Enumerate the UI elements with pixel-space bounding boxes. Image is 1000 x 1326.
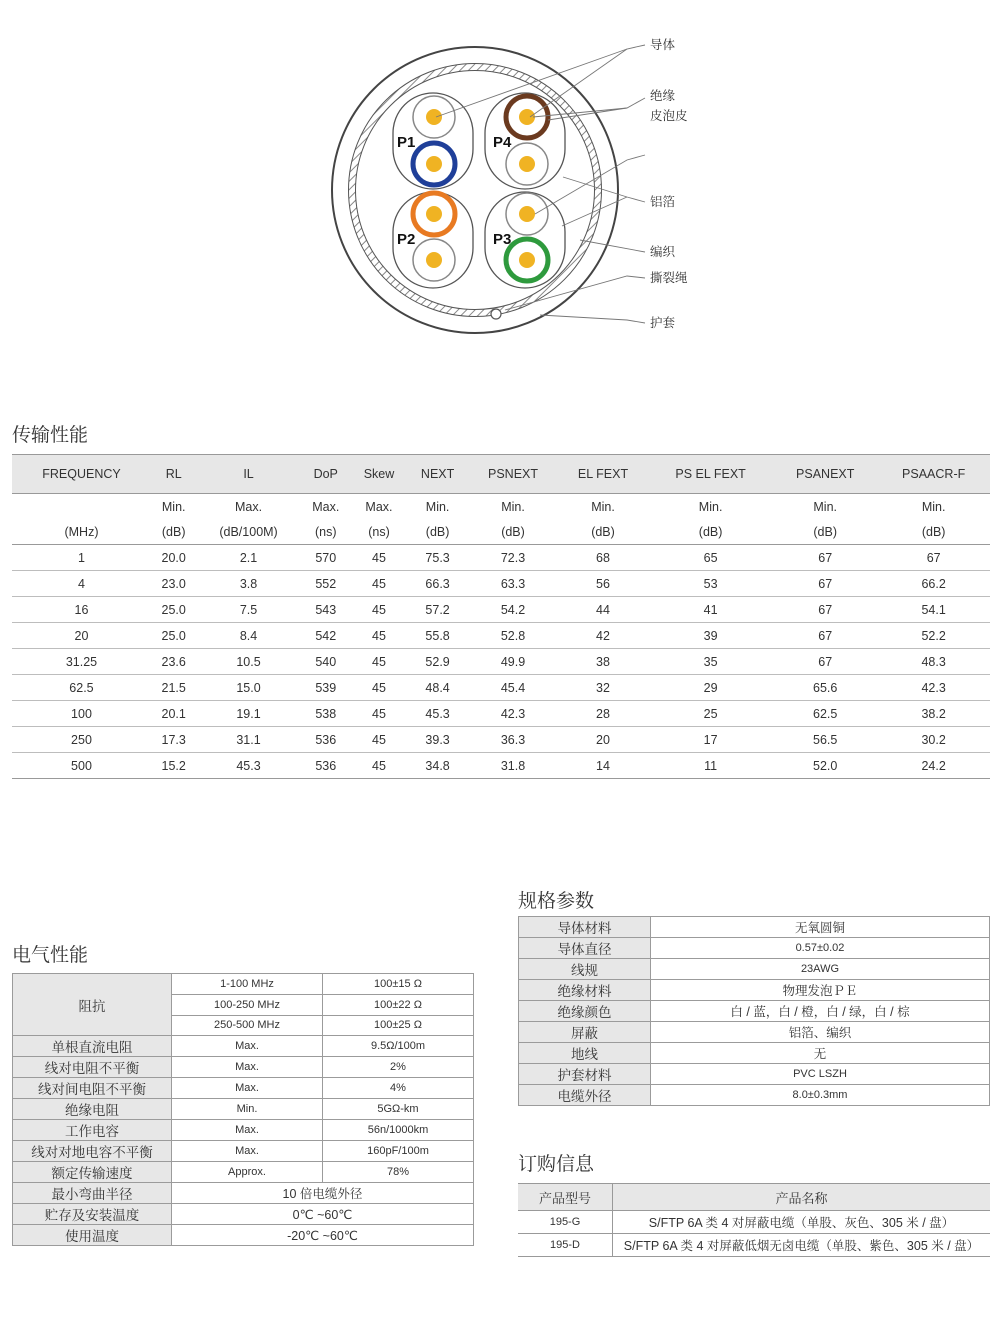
table-cell: 45.4 (468, 675, 558, 701)
table-row (13, 1036, 474, 1057)
table-cell: (dB) (877, 519, 990, 545)
table-row (518, 1211, 990, 1234)
table-cell: 41 (648, 597, 773, 623)
table-row (519, 980, 990, 1001)
table-cell: 10.5 (196, 649, 300, 675)
row-condition: Max. (172, 1036, 323, 1057)
row-label: 最小弯曲半径 (13, 1183, 172, 1204)
pair-label-p4: P4 (493, 134, 512, 151)
table-cell: 15.2 (151, 753, 196, 779)
table-cell: 4 (12, 571, 151, 597)
table-cell: (ns) (301, 519, 351, 545)
table-cell: 67 (773, 545, 877, 571)
transmission-table (12, 454, 990, 779)
table-cell: 11 (648, 753, 773, 779)
row-value: 160pF/100m (323, 1141, 474, 1162)
table-cell: 67 (773, 623, 877, 649)
table-cell: Min. (698, 499, 723, 514)
table-header-row (12, 455, 990, 494)
spec-title: 规格参数 (518, 891, 595, 912)
table-row (13, 1225, 474, 1246)
table-cell: 34.8 (407, 753, 468, 779)
row-condition: Min. (172, 1099, 323, 1120)
table-cell: 67 (773, 571, 877, 597)
table-cell: 31.8 (468, 753, 558, 779)
transmission-title: 传输性能 (12, 425, 89, 446)
table-cell: 20.0 (151, 545, 196, 571)
spec-value: PVC LSZH (651, 1064, 990, 1085)
impedance-label: 阻抗 (13, 974, 172, 1036)
table-cell: 66.2 (877, 571, 990, 597)
spec-value: 物理发泡ＰＥ (651, 980, 990, 1001)
table-row (13, 1204, 474, 1225)
impedance-value: 100±15 Ω (323, 974, 474, 995)
table-cell: 17.3 (151, 727, 196, 753)
table-cell: 45 (351, 649, 407, 675)
table-cell: 25.0 (151, 623, 196, 649)
table-cell: (dB) (407, 519, 468, 545)
spec-value: 白 / 蓝，白 / 橙，白 / 绿，白 / 棕 (651, 1001, 990, 1022)
table-cell: 30.2 (877, 727, 990, 753)
table-cell: 48.3 (877, 649, 990, 675)
table-cell: 35 (648, 649, 773, 675)
table-row (12, 623, 990, 649)
spec-value: 0.57±0.02 (651, 938, 990, 959)
row-label: 绝缘电阻 (13, 1099, 172, 1120)
table-cell: (dB) (151, 519, 196, 545)
spec-value: 23AWG (651, 959, 990, 980)
spec-table (518, 916, 990, 1106)
table-cell: 39.3 (407, 727, 468, 753)
impedance-value: 100±22 Ω (323, 994, 474, 1015)
table-cell: 250 (12, 727, 151, 753)
table-cell: 32 (558, 675, 648, 701)
table-cell: Max. (234, 499, 263, 514)
table-cell: 49.9 (468, 649, 558, 675)
table-cell: 63.3 (468, 571, 558, 597)
table-cell: 15.0 (196, 675, 300, 701)
table-cell: 52.2 (877, 623, 990, 649)
table-cell (12, 494, 151, 520)
table-row (12, 571, 990, 597)
table-cell: 25.0 (151, 597, 196, 623)
label-ripcord: 撕裂绳 (650, 271, 688, 285)
table-row (13, 1141, 474, 1162)
order-title: 订购信息 (518, 1154, 595, 1175)
column-header: Skew (351, 455, 407, 494)
table-cell: 42 (558, 623, 648, 649)
table-row (519, 1064, 990, 1085)
table-cell: Min. (501, 499, 525, 514)
spec-label: 导体直径 (519, 938, 651, 959)
column-header: PS EL FEXT (648, 455, 773, 494)
table-cell: 16 (12, 597, 151, 623)
table-row (12, 494, 990, 520)
electrical-title: 电气性能 (12, 945, 89, 966)
table-cell: (MHz) (12, 519, 151, 545)
table-cell: 538 (301, 701, 351, 727)
table-row (13, 1057, 474, 1078)
table-row (519, 1085, 990, 1106)
table-cell: 536 (301, 727, 351, 753)
table-cell: 21.5 (151, 675, 196, 701)
row-condition: Max. (172, 1120, 323, 1141)
row-value: 10 倍电缆外径 (172, 1183, 474, 1204)
spec-label: 地线 (519, 1043, 651, 1064)
cable-cross-section-diagram (330, 30, 710, 350)
table-row (13, 1078, 474, 1099)
table-cell: 31.25 (12, 649, 151, 675)
table-cell: 56.5 (773, 727, 877, 753)
table-cell: 52.8 (468, 623, 558, 649)
table-cell: 3.8 (196, 571, 300, 597)
order-table (518, 1183, 990, 1257)
row-condition: Max. (172, 1141, 323, 1162)
table-cell: 45 (351, 623, 407, 649)
row-value: 5GΩ-km (323, 1099, 474, 1120)
table-cell: 20 (558, 727, 648, 753)
impedance-range: 250-500 MHz (172, 1015, 323, 1036)
spec-value: 无 (651, 1043, 990, 1064)
column-header: EL FEXT (558, 455, 648, 494)
table-row (519, 1001, 990, 1022)
column-header: FREQUENCY (12, 455, 151, 494)
table-cell: 38 (558, 649, 648, 675)
table-cell: 36.3 (468, 727, 558, 753)
spec-value: 8.0±0.3mm (651, 1085, 990, 1106)
product-name: S/FTP 6A 类 4 对屏蔽低烟无卤电缆（单股、紫色、305 米 / 盘） (613, 1234, 991, 1257)
table-cell: 57.2 (407, 597, 468, 623)
table-cell: (dB/100M) (196, 519, 300, 545)
table-cell: 20 (12, 623, 151, 649)
table-row (12, 675, 990, 701)
table-cell: 65 (648, 545, 773, 571)
table-cell: 66.3 (407, 571, 468, 597)
table-cell: 45 (351, 701, 407, 727)
label-insulation: 绝缘 (650, 89, 676, 103)
spec-label: 屏蔽 (519, 1022, 651, 1043)
table-cell: 24.2 (877, 753, 990, 779)
row-value: 9.5Ω/100m (323, 1036, 474, 1057)
electrical-table (12, 973, 474, 1246)
row-label: 线对间电阻不平衡 (13, 1078, 172, 1099)
table-cell: 28 (558, 701, 648, 727)
impedance-value: 100±25 Ω (323, 1015, 474, 1036)
table-cell: 67 (773, 649, 877, 675)
table-cell: 29 (648, 675, 773, 701)
table-row (13, 1162, 474, 1183)
impedance-range: 100-250 MHz (172, 994, 323, 1015)
table-cell: 45 (351, 597, 407, 623)
table-row (518, 1234, 990, 1257)
table-cell: 8.4 (196, 623, 300, 649)
row-label: 使用温度 (13, 1225, 172, 1246)
table-row (12, 701, 990, 727)
column-header: PSANEXT (773, 455, 877, 494)
table-cell: 23.6 (151, 649, 196, 675)
product-name: S/FTP 6A 类 4 对屏蔽电缆（单股、灰色、305 米 / 盘） (613, 1211, 991, 1234)
table-cell: (ns) (351, 519, 407, 545)
table-row (13, 974, 474, 995)
label-braid: 编织 (650, 245, 676, 259)
row-label: 线对电阻不平衡 (13, 1057, 172, 1078)
spec-label: 电缆外径 (519, 1085, 651, 1106)
column-header: 产品型号 (518, 1184, 613, 1211)
table-row (12, 519, 990, 545)
table-cell: 55.8 (407, 623, 468, 649)
table-cell: 536 (301, 753, 351, 779)
table-cell: 54.1 (877, 597, 990, 623)
row-value: 78% (323, 1162, 474, 1183)
label-jacket: 护套 (650, 316, 676, 330)
product-model: 195-D (518, 1234, 613, 1257)
table-row (519, 1043, 990, 1064)
row-condition: Max. (172, 1078, 323, 1099)
spec-label: 线规 (519, 959, 651, 980)
label-conductor: 导体 (650, 38, 676, 52)
table-cell: 45 (351, 753, 407, 779)
table-cell: 45.3 (196, 753, 300, 779)
table-cell: 65.6 (773, 675, 877, 701)
label-skin-foam-skin: 皮泡皮 (650, 109, 688, 123)
table-cell: 67 (773, 597, 877, 623)
table-cell: Max. (365, 499, 393, 514)
row-value: 2% (323, 1057, 474, 1078)
table-cell: 31.1 (196, 727, 300, 753)
table-cell: 17 (648, 727, 773, 753)
table-cell: (dB) (468, 519, 558, 545)
impedance-range: 1-100 MHz (172, 974, 323, 995)
row-label: 额定传输速度 (13, 1162, 172, 1183)
table-cell: 2.1 (196, 545, 300, 571)
table-row (12, 545, 990, 571)
column-header: RL (151, 455, 196, 494)
spec-label: 绝缘颜色 (519, 1001, 651, 1022)
table-cell: (dB) (558, 519, 648, 545)
pair-label-p2: P2 (397, 231, 416, 248)
table-cell: 72.3 (468, 545, 558, 571)
column-header: PSAACR-F (877, 455, 990, 494)
table-row (12, 597, 990, 623)
table-cell: 540 (301, 649, 351, 675)
table-cell: (dB) (773, 519, 877, 545)
table-cell: 67 (877, 545, 990, 571)
column-header: PSNEXT (468, 455, 558, 494)
table-row (519, 917, 990, 938)
table-row (12, 727, 990, 753)
table-cell: Min. (161, 499, 186, 514)
table-cell: 38.2 (877, 701, 990, 727)
table-cell: 14 (558, 753, 648, 779)
row-value: -20℃ ~60℃ (172, 1225, 474, 1246)
pair-label-p3: P3 (493, 231, 512, 248)
table-cell: 62.5 (12, 675, 151, 701)
table-row (519, 938, 990, 959)
table-cell: 45 (351, 545, 407, 571)
row-label: 工作电容 (13, 1120, 172, 1141)
ripcord (491, 309, 501, 319)
table-cell: 19.1 (196, 701, 300, 727)
table-cell: 42.3 (877, 675, 990, 701)
column-header: NEXT (407, 455, 468, 494)
row-value: 4% (323, 1078, 474, 1099)
table-cell: 45 (351, 675, 407, 701)
table-cell: 1 (12, 545, 151, 571)
row-label: 单根直流电阻 (13, 1036, 172, 1057)
product-model: 195-G (518, 1211, 613, 1234)
table-cell: 570 (301, 545, 351, 571)
column-header: IL (196, 455, 300, 494)
column-header: DoP (301, 455, 351, 494)
table-cell: 45 (351, 727, 407, 753)
table-cell: 500 (12, 753, 151, 779)
row-condition: Max. (172, 1057, 323, 1078)
table-row (519, 1022, 990, 1043)
table-cell: 39 (648, 623, 773, 649)
table-cell: 44 (558, 597, 648, 623)
table-cell: 54.2 (468, 597, 558, 623)
table-cell: 100 (12, 701, 151, 727)
column-header: 产品名称 (613, 1184, 991, 1211)
table-row (13, 1099, 474, 1120)
table-cell: 543 (301, 597, 351, 623)
table-cell: (dB) (648, 519, 773, 545)
row-label: 线对对地电容不平衡 (13, 1141, 172, 1162)
table-cell: 53 (648, 571, 773, 597)
spec-value: 无氧圆铜 (651, 917, 990, 938)
table-row (519, 959, 990, 980)
table-cell: 20.1 (151, 701, 196, 727)
pair-label-p1: P1 (397, 134, 416, 151)
table-cell: 52.0 (773, 753, 877, 779)
table-cell: 52.9 (407, 649, 468, 675)
table-cell: 62.5 (773, 701, 877, 727)
label-foil: 铝箔 (650, 195, 676, 209)
row-label: 贮存及安装温度 (13, 1204, 172, 1225)
table-cell: 48.4 (407, 675, 468, 701)
table-header-row (518, 1184, 990, 1211)
table-cell: 45 (351, 571, 407, 597)
table-cell: 552 (301, 571, 351, 597)
spec-label: 护套材料 (519, 1064, 651, 1085)
spec-label: 绝缘材料 (519, 980, 651, 1001)
table-cell: 25 (648, 701, 773, 727)
table-cell: 68 (558, 545, 648, 571)
table-row (12, 649, 990, 675)
table-row (13, 1120, 474, 1141)
row-value: 56n/1000km (323, 1120, 474, 1141)
table-cell: Min. (813, 499, 838, 514)
table-cell: 75.3 (407, 545, 468, 571)
table-cell: 42.3 (468, 701, 558, 727)
table-row (13, 1183, 474, 1204)
table-cell: 7.5 (196, 597, 300, 623)
table-cell: 45.3 (407, 701, 468, 727)
table-cell: 23.0 (151, 571, 196, 597)
table-cell: Max. (312, 499, 340, 514)
table-cell: Min. (921, 499, 946, 514)
table-cell: Min. (591, 499, 615, 514)
spec-label: 导体材料 (519, 917, 651, 938)
row-value: 0℃ ~60℃ (172, 1204, 474, 1225)
conductor (426, 109, 442, 125)
table-row (12, 753, 990, 779)
table-cell: 539 (301, 675, 351, 701)
row-condition: Approx. (172, 1162, 323, 1183)
table-cell: Min. (425, 499, 450, 514)
table-cell: 542 (301, 623, 351, 649)
table-cell: 56 (558, 571, 648, 597)
spec-value: 铝箔、编织 (651, 1022, 990, 1043)
